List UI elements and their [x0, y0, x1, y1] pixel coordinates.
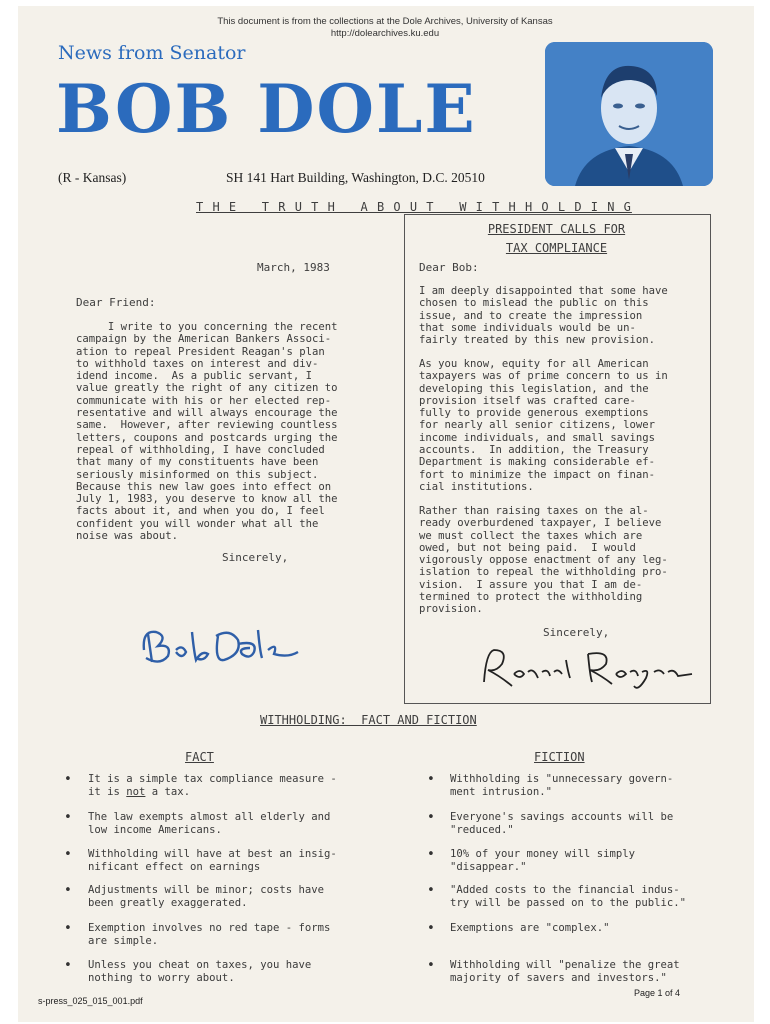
box-line: for nearly all senior citizens, lower — [419, 419, 655, 432]
box-line: ready overburdened taxpayer, I believe — [419, 517, 662, 530]
box-line: issue, and to create the impression — [419, 309, 643, 322]
letter-line: communicate with his or her elected rep- — [76, 394, 332, 407]
letter-line: to withhold taxes on interest and div- — [76, 357, 319, 370]
box-closing: Sincerely, — [543, 626, 610, 639]
fact-item: nothing to worry about. — [88, 971, 235, 984]
fact-item: Unless you cheat on taxes, you have — [88, 959, 312, 971]
bullet-icon: • — [64, 958, 72, 973]
box-title-line2: TAX COMPLIANCE — [505, 241, 608, 255]
letter-body — [76, 321, 366, 542]
box-line: As you know, equity for all American — [419, 358, 649, 370]
bullet-icon: • — [427, 921, 435, 936]
box-line: Department is making considerable ef- — [419, 456, 655, 469]
headline: T H E T R U T H A B O U T W I T H H O L D I N G — [196, 200, 632, 214]
letter-line: seriously misinformed on this subject. — [76, 468, 319, 481]
letter-line: that many of my constituents have been — [76, 456, 319, 469]
box-line: provision itself was crafted care- — [419, 394, 636, 407]
office-address: SH 141 Hart Building, Washington, D.C. 20510 — [226, 170, 485, 185]
fiction-item: "disappear." — [450, 860, 527, 873]
fiction-item: 10% of your money will simply — [450, 848, 635, 860]
box-paragraph-2 — [419, 358, 695, 493]
fiction-item: "reduced." — [450, 823, 514, 836]
letter-line: value greatly the right of any citizen to — [76, 382, 338, 395]
letter-closing: Sincerely, — [222, 551, 289, 564]
letter-line: facts about it, and when you do, I feel — [76, 505, 325, 518]
box-line: vision. I assure you that I am de- — [419, 578, 643, 591]
bullet-icon: • — [427, 883, 435, 898]
box-line: we must collect the taxes which are — [419, 529, 643, 542]
letter-line: confident you will wonder what all the — [76, 517, 319, 530]
archive-notice: This document is from the collections at the Dole Archives, University of Kansas — [217, 16, 553, 27]
box-line: owed, but not being paid. I would — [419, 541, 636, 554]
box-line: islation to repeal the withholding pro- — [419, 566, 668, 579]
bullet-icon: • — [427, 772, 435, 787]
box-line: fully to provide generous exemptions — [419, 407, 649, 420]
fact-header: FACT — [185, 750, 214, 764]
box-line: chosen to mislead the public on this — [419, 297, 649, 310]
fact-item: The law exempts almost all elderly and — [88, 811, 331, 823]
fiction-item: Exemptions are "complex." — [450, 922, 610, 934]
box-line: taxpayers was of prime concern to us in — [419, 370, 668, 383]
senator-photo — [545, 42, 713, 186]
bullet-icon: • — [64, 772, 72, 787]
letter-line: noise was about. — [76, 530, 179, 543]
box-line: provision. — [419, 603, 483, 616]
fact-item: low income Americans. — [88, 823, 222, 836]
letter-line: Because this new law goes into effect on — [76, 480, 332, 493]
fiction-item: ment intrusion." — [450, 785, 553, 798]
bullet-icon: • — [427, 958, 435, 973]
party-label: (R - Kansas) — [58, 170, 127, 185]
bullet-icon: • — [64, 883, 72, 898]
letter-line: repeal of withholding, I have concluded — [76, 443, 325, 456]
box-line: termined to protect the withholding — [419, 591, 643, 604]
box-line: vigorously oppose enactment of any leg- — [419, 554, 668, 567]
box-line: fairly treated by this new provision. — [419, 334, 655, 347]
fact-item: nificant effect on earnings — [88, 860, 261, 873]
fact-item: Withholding will have at best an insig- — [88, 848, 337, 860]
fact-item: been greatly exaggerated. — [88, 896, 248, 909]
fact-item: are simple. — [88, 934, 159, 947]
letter-date: March, 1983 — [257, 261, 330, 274]
box-line: developing this legislation, and the — [419, 382, 649, 395]
fiction-item: majority of savers and investors." — [450, 971, 667, 984]
letter-line: July 1, 1983, you deserve to know all the — [76, 493, 338, 506]
page-number: Page 1 of 4 — [634, 988, 681, 998]
letter-line: ation to repeal President Reagan's plan — [76, 345, 325, 358]
bullet-icon: • — [427, 810, 435, 825]
box-line: that some individuals would be un- — [419, 321, 636, 334]
box-line: cial institutions. — [419, 480, 534, 493]
fiction-header: FICTION — [534, 750, 585, 764]
reagan-signature — [478, 642, 698, 698]
archive-url[interactable]: http://dolearchives.ku.edu — [330, 28, 440, 39]
senator-name: BOB DOLE — [56, 70, 477, 148]
fact-item: Exemption involves no red tape - forms — [88, 922, 331, 934]
box-title-line1: PRESIDENT CALLS FOR — [487, 222, 626, 236]
file-name: s-press_025_015_001.pdf — [38, 996, 143, 1006]
box-paragraph-1 — [419, 285, 695, 346]
letter-line: idend income. As a public servant, I — [76, 370, 312, 383]
fiction-item: Everyone's savings accounts will be — [450, 811, 674, 823]
box-line: fort to minimize the impact on finan- — [419, 468, 655, 481]
bullet-icon: • — [64, 921, 72, 936]
news-from-label: News from Senator — [58, 42, 246, 64]
fiction-item: Withholding will "penalize the great — [450, 959, 680, 971]
letter-line: same. However, after reviewing countless — [76, 419, 338, 432]
box-line: I am deeply disappointed that some have — [419, 285, 668, 297]
letter-salutation: Dear Friend: — [76, 296, 156, 309]
fact-fiction-title: WITHHOLDING: FACT AND FICTION — [260, 713, 477, 727]
bullet-icon: • — [64, 847, 72, 862]
bullet-icon: • — [427, 847, 435, 862]
fiction-item: try will be passed on to the public." — [450, 896, 686, 909]
box-line: income individuals, and small savings — [419, 431, 655, 444]
fact-item: It is a simple tax compliance measure - — [88, 773, 337, 785]
box-line: accounts. In addition, the Treasury — [419, 444, 649, 457]
letter-line: letters, coupons and postcards urging the — [76, 431, 338, 444]
letter-line: campaign by the American Bankers Associ- — [76, 333, 332, 346]
box-salutation: Dear Bob: — [419, 261, 479, 274]
fiction-item: "Added costs to the financial indus- — [450, 884, 680, 896]
box-paragraph-3 — [419, 505, 695, 616]
letter-line: I write to you concerning the recent — [76, 321, 338, 333]
box-line: Rather than raising taxes on the al- — [419, 505, 649, 517]
fact-item: it is not a tax. — [88, 785, 191, 798]
fact-item: Adjustments will be minor; costs have — [88, 884, 324, 896]
dole-signature — [138, 622, 308, 676]
letter-line: resentative and will always encourage the — [76, 407, 338, 420]
fiction-item: Withholding is "unnecessary govern- — [450, 773, 674, 785]
bullet-icon: • — [64, 810, 72, 825]
